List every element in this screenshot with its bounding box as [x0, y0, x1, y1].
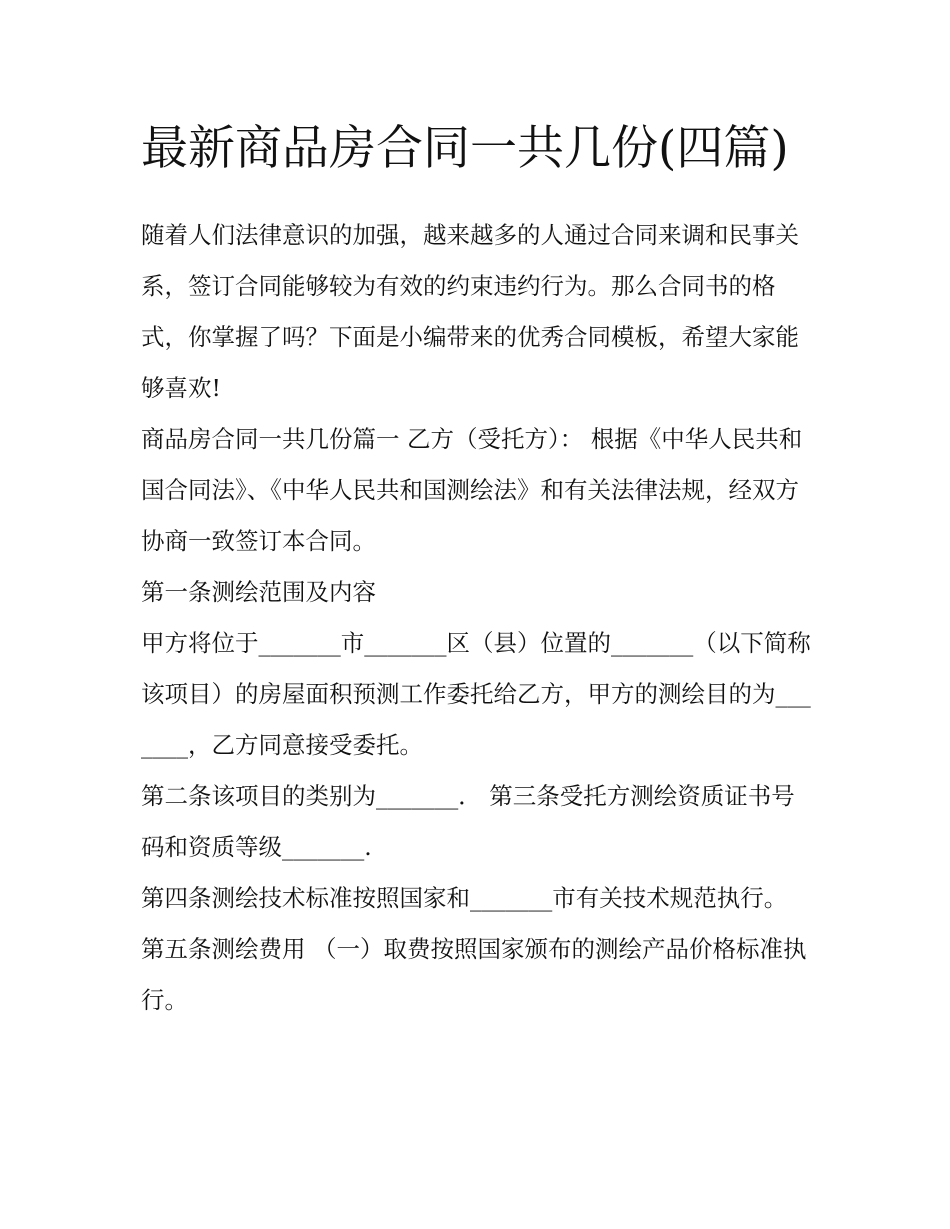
article-2-3-paragraph: 第二条该项目的类别为_______． 第三条受托方测绘资质证书号码和资质等级_______. — [141, 782, 795, 861]
contract-opening-paragraph: 商品房合同一共几份篇一 乙方（受托方）： 根据《中华人民共和国合同法》、《中华人民共和国测绘法》和有关法律法规，经双方协商一致签订本合同。 — [141, 425, 803, 555]
document-body — [141, 112, 813, 1026]
article-1-paragraph: 甲方将位于_______市_______区（县）位置的_______（以下简称该项目）的房屋面积预测工作委托给乙方，甲方的测绘目的为_______，乙方同意接受委托。 — [141, 629, 811, 759]
article-4-5-paragraph: 第四条测绘技术标准按照国家和_______市有关技术规范执行。 第五条测绘费用 （一）取费按照国家颁布的测绘产品价格标准执行。 — [141, 884, 807, 1014]
intro-paragraph: 随着人们法律意识的加强，越来越多的人通过合同来调和民事关系，签订合同能够较为有效的约束违约行为。那么合同书的格式，你掌握了吗？下面是小编带来的优秀合同模板，希望大家能够喜欢! — [141, 221, 799, 402]
document-title: 最新商品房合同一共几份(四篇) — [141, 121, 789, 176]
article-1-heading: 第一条测绘范围及内容 — [141, 578, 376, 606]
